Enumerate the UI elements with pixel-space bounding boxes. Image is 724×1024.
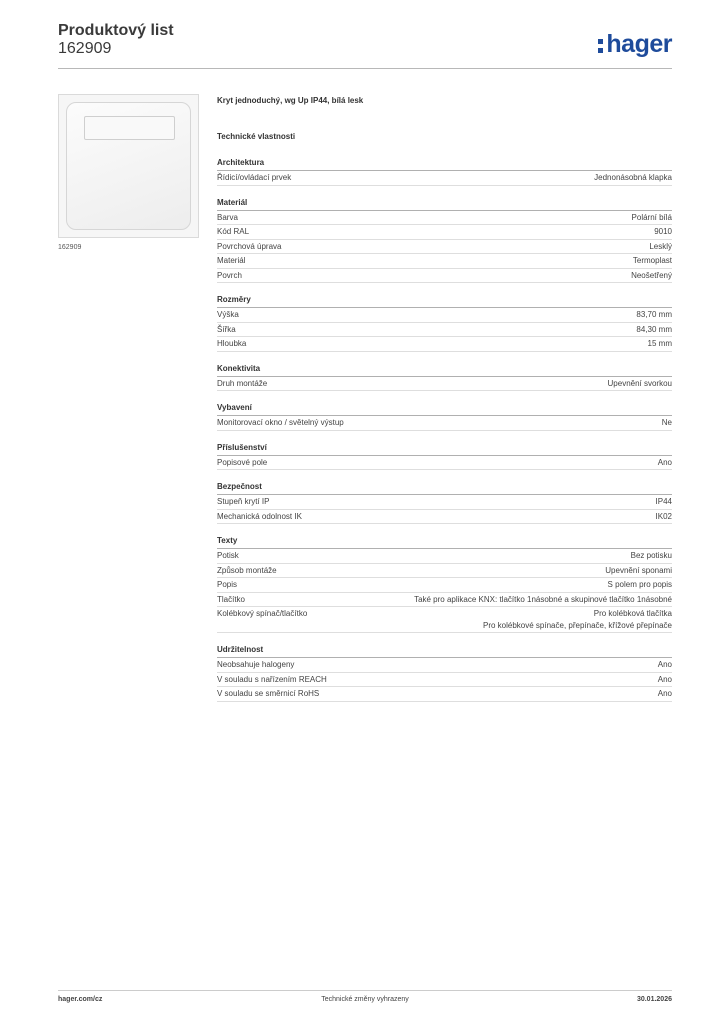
spec-label: Monitorovací okno / světelný výstup — [217, 418, 344, 427]
section-title: Konektivita — [217, 363, 672, 377]
document-number: 162909 — [58, 40, 112, 57]
section-title: Udržitelnost — [217, 644, 672, 658]
spec-label: Popisové pole — [217, 457, 268, 467]
spec-row — [217, 323, 672, 338]
spec-row — [217, 593, 672, 608]
spec-label: Povrch — [217, 270, 242, 280]
footer-notice: Technické změny vyhrazeny — [321, 996, 409, 1003]
spec-value: Ano — [657, 457, 672, 467]
spec-row — [217, 171, 672, 186]
logo-text: hager — [606, 30, 672, 58]
spec-section — [217, 197, 672, 284]
spec-row — [217, 564, 672, 579]
spec-label: Způsob montáže — [217, 565, 277, 575]
spec-row — [217, 549, 672, 564]
section-title: Bezpečnost — [217, 481, 672, 495]
spec-row — [217, 211, 672, 226]
spec-section — [217, 157, 672, 186]
spec-section — [217, 402, 672, 431]
spec-row — [217, 416, 672, 431]
spec-row — [217, 607, 672, 633]
footer-date: 30.01.2026 — [636, 996, 672, 1003]
spec-value: Pro kolébková tlačítka Pro kolébkové spínače, přepínače, křížové přepínače — [483, 609, 672, 630]
cover-plate-shape — [66, 102, 191, 230]
section-title: Texty — [217, 535, 672, 549]
product-image — [58, 94, 199, 238]
hager-logo — [597, 30, 672, 58]
spec-row — [217, 456, 672, 471]
spec-label: Druh montáže — [217, 378, 268, 388]
spec-value: Také pro aplikace KNX: tlačítko 1násobné a skupinové tlačítko 1násobné — [414, 594, 672, 604]
spec-label: Šířka — [217, 324, 236, 334]
spec-row — [217, 254, 672, 269]
logo-colon-icon — [597, 35, 605, 55]
spec-value: Upevnění sponami — [605, 565, 672, 575]
spec-label: Výška — [217, 310, 239, 319]
spec-value: Ano — [657, 674, 672, 684]
spec-label: Materiál — [217, 256, 246, 265]
spec-value: 9010 — [654, 227, 672, 236]
spec-section — [217, 363, 672, 392]
spec-value: Upevnění svorkou — [607, 378, 672, 388]
spec-value: Ano — [657, 660, 672, 669]
image-caption: 162909 — [58, 244, 82, 251]
technical-properties-heading: Technické vlastnosti — [217, 132, 296, 141]
spec-sections — [217, 157, 672, 702]
specifications — [217, 95, 672, 713]
spec-row — [217, 225, 672, 240]
spec-label: Popis — [217, 580, 238, 589]
spec-value: Polární bílá — [631, 212, 672, 222]
spec-value: IP44 — [655, 497, 672, 506]
section-title: Materiál — [217, 197, 672, 211]
spec-value: 84,30 mm — [636, 324, 672, 334]
spec-value: IK02 — [655, 511, 672, 521]
spec-value: Ne — [661, 418, 672, 427]
spec-label: Řídicí/ovládací prvek — [217, 173, 292, 182]
document-title: Produktový list — [58, 22, 174, 39]
product-name: Kryt jednoduchý, wg Up IP44, bílá lesk — [217, 96, 364, 105]
spec-label: Tlačítko — [217, 594, 246, 604]
spec-row — [217, 673, 672, 688]
spec-value: S polem pro popis — [607, 580, 672, 589]
spec-value: Termoplast — [632, 256, 672, 265]
spec-label: Neobsahuje halogeny — [217, 660, 295, 669]
spec-row — [217, 510, 672, 525]
spec-section — [217, 644, 672, 702]
page-header — [58, 22, 672, 68]
spec-row — [217, 337, 672, 352]
spec-section — [217, 481, 672, 524]
spec-section — [217, 294, 672, 352]
section-title: Rozměry — [217, 294, 672, 308]
spec-row — [217, 308, 672, 323]
label-window-shape — [84, 116, 175, 140]
spec-label: Barva — [217, 212, 238, 222]
spec-label: Kód RAL — [217, 227, 250, 236]
spec-row — [217, 269, 672, 284]
section-title: Architektura — [217, 157, 672, 171]
spec-label: Mechanická odolnost IK — [217, 511, 302, 521]
spec-label: V souladu se směrnicí RoHS — [217, 689, 320, 698]
spec-value: 15 mm — [647, 339, 672, 348]
section-title: Vybavení — [217, 402, 672, 416]
spec-label: Kolébkový spínač/tlačítko — [217, 609, 308, 618]
spec-label: Potisk — [217, 551, 239, 560]
spec-label: Povrchová úprava — [217, 241, 282, 251]
spec-label: Stupeň krytí IP — [217, 497, 270, 506]
spec-row — [217, 495, 672, 510]
spec-value: Jednonásobná klapka — [594, 173, 672, 182]
spec-section — [217, 442, 672, 471]
spec-value: Bez potisku — [630, 551, 672, 560]
footer-divider — [58, 990, 672, 991]
spec-value: Neošetřený — [631, 270, 672, 280]
spec-row — [217, 578, 672, 593]
spec-row — [217, 658, 672, 673]
spec-value: Ano — [657, 689, 672, 698]
spec-value: 83,70 mm — [636, 310, 672, 319]
footer-website[interactable]: hager.com/cz — [58, 996, 103, 1003]
spec-row — [217, 240, 672, 255]
spec-label: Hloubka — [217, 339, 247, 348]
spec-label: V souladu s nařízením REACH — [217, 674, 327, 684]
spec-value: Lesklý — [649, 241, 672, 251]
spec-row — [217, 377, 672, 392]
spec-row — [217, 687, 672, 702]
header-divider — [58, 68, 672, 69]
section-title: Příslušenství — [217, 442, 672, 456]
spec-section — [217, 535, 672, 633]
